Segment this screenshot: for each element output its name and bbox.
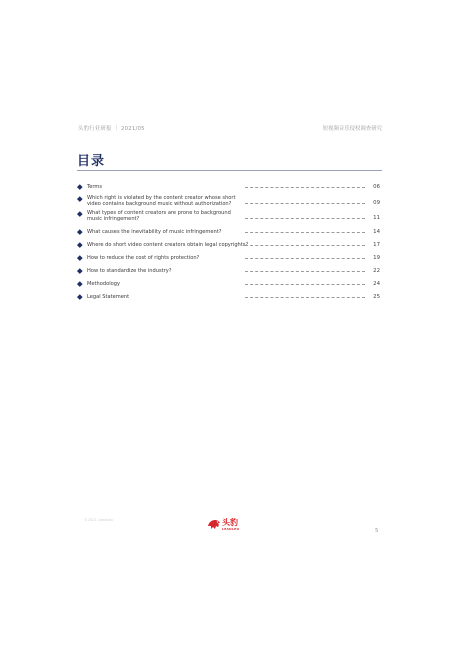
- leader-dots: [245, 284, 365, 285]
- toc-entry-page: 19: [373, 255, 380, 261]
- toc-entry-page: 06: [373, 184, 380, 190]
- leader-dots: [245, 232, 365, 233]
- diamond-bullet-icon: [77, 211, 82, 216]
- toc-entry-rights-protection-cost[interactable]: [77, 254, 382, 268]
- toc-entry-page: 11: [373, 215, 380, 221]
- toc-entry-standardize[interactable]: [77, 267, 382, 281]
- diamond-bullet-icon: [77, 196, 82, 201]
- toc-entry-page: 09: [373, 200, 380, 206]
- toc-entry-creator-types[interactable]: [77, 210, 382, 224]
- leader-dots: [245, 187, 365, 188]
- page-title: 目录: [77, 154, 106, 169]
- diamond-bullet-icon: [77, 184, 82, 189]
- toc-entry-label: Where do short video content creators obtain legal copyrights?: [87, 242, 249, 248]
- toc-entry-page: 17: [373, 242, 380, 248]
- leader-dots: [245, 245, 365, 246]
- page-number: 5: [375, 528, 379, 534]
- logo-chinese-text: 头豹: [222, 518, 238, 527]
- leopard-logo-icon: [207, 517, 221, 531]
- toc-entry-page: 25: [373, 294, 380, 300]
- leader-dots: [245, 203, 365, 204]
- toc-entry-page: 24: [373, 281, 380, 287]
- header-left-text: 头豹行业研报 ｜ 2021/05: [78, 126, 145, 132]
- diamond-bullet-icon: [77, 268, 82, 273]
- diamond-bullet-icon: [77, 281, 82, 286]
- toc-entry-label: Legal Statement: [87, 294, 130, 300]
- toc-entry-label: How to reduce the cost of rights protection?: [87, 255, 200, 261]
- company-logo: [207, 515, 247, 535]
- toc-entry-page: 22: [373, 268, 380, 274]
- diamond-bullet-icon: [77, 255, 82, 260]
- toc-entry-methodology[interactable]: [77, 280, 382, 294]
- diamond-bullet-icon: [77, 229, 82, 234]
- toc-entry-inevitability[interactable]: [77, 228, 382, 242]
- toc-entry-label: Methodology: [87, 281, 120, 287]
- toc-entry-rights-violated[interactable]: [77, 195, 382, 209]
- leader-dots: [245, 297, 365, 298]
- header-right-text: 短视频音乐侵权调查研究: [322, 126, 382, 132]
- logo-english-text: LEADLEO: [222, 527, 240, 531]
- toc-entry-label: What causes the inevitability of music infringement?: [87, 229, 222, 235]
- toc-entry-label: How to standardize the industry?: [87, 268, 172, 274]
- toc-entry-legal-statement[interactable]: [77, 293, 382, 307]
- footer-copyright-note: ©2021 LeadLeo: [84, 518, 113, 522]
- diamond-bullet-icon: [77, 294, 82, 299]
- toc-entry-page: 14: [373, 229, 380, 235]
- diamond-bullet-icon: [77, 242, 82, 247]
- leader-dots: [245, 271, 365, 272]
- toc-entry-label: What types of content creators are prone to background music infringement?: [87, 210, 231, 222]
- title-divider: [77, 170, 382, 171]
- toc-entry-label: Terms: [87, 184, 102, 190]
- leader-dots: [245, 218, 365, 219]
- leader-dots: [245, 258, 365, 259]
- toc-entry-label: Which right is violated by the content creator whose short video contains background music without authorization?: [87, 195, 236, 207]
- toc-entry-legal-copyrights[interactable]: [77, 241, 382, 255]
